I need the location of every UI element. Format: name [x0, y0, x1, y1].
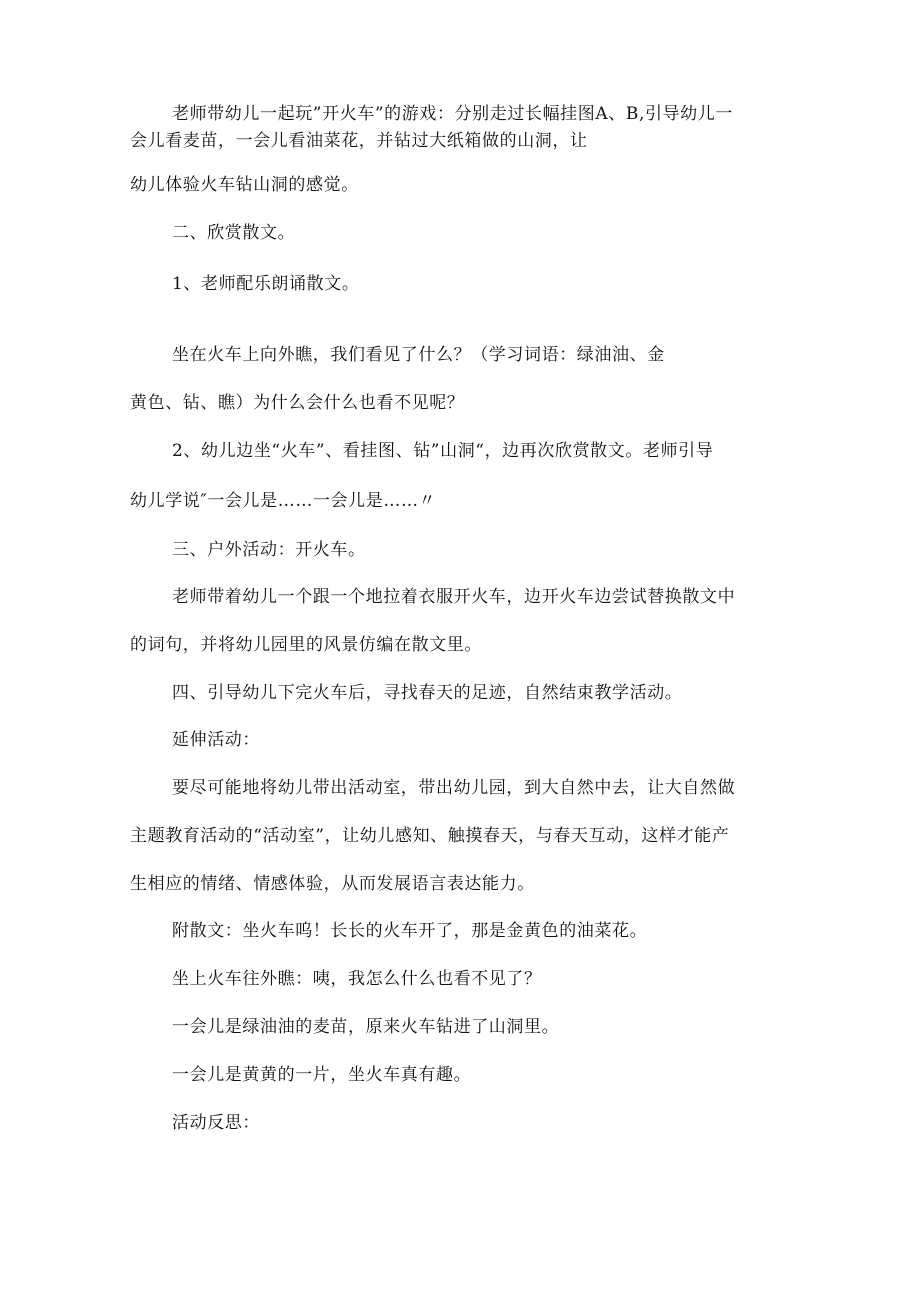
paragraph-line: 黄色、钻、瞧）为什么会什么也看不见呢？ — [130, 393, 465, 413]
paragraph-line: 老师带幼儿一起玩”开火车”的游戏：分别走过长幅挂图A、B,引导幼儿一 — [172, 104, 733, 124]
paragraph-line: 附散文：坐火车呜！长长的火车开了，那是金黄色的油菜花。 — [172, 921, 648, 941]
paragraph-line: 一会儿是绿油油的麦苗，原来火车钻进了山洞里。 — [172, 1017, 560, 1037]
paragraph-line: 生相应的情绪、情感体验，从而发展语言表达能力。 — [130, 874, 535, 894]
paragraph-line: 1、老师配乐朗诵散文。 — [172, 274, 360, 294]
paragraph-line: 要尽可能地将幼儿带出活动室，带出幼儿园，到大自然中去，让大自然做 — [172, 778, 736, 798]
paragraph-line: 2、幼儿边坐“火车”、看挂图、钻”山洞“，边再次欣赏散文。老师引导 — [172, 441, 714, 461]
paragraph-line: 会儿看麦苗，一会儿看油菜花，并钻过大纸箱做的山洞，让 — [130, 131, 588, 151]
section-heading: 三、户外活动：开火车。 — [172, 540, 366, 560]
section-heading: 二、欣赏散文。 — [172, 223, 296, 243]
paragraph-line: 幼儿体验火车钻山洞的感觉。 — [130, 175, 359, 195]
section-heading: 四、引导幼儿下完火车后，寻找春天的足迹，自然结束教学活动。 — [172, 683, 683, 703]
paragraph-line: 幼儿学说″一会儿是……一会儿是……〃 — [130, 491, 437, 511]
paragraph-line: 坐在火车上向外瞧，我们看见了什么？（学习词语：绿油油、金 — [172, 345, 665, 365]
section-heading: 延伸活动： — [172, 730, 260, 750]
paragraph-line: 主题教育活动的“活动室”，让幼儿感知、触摸春天，与春天互动，这样才能产 — [130, 826, 730, 846]
paragraph-line: 的词句，并将幼儿园里的风景仿编在散文里。 — [130, 635, 482, 655]
paragraph-line: 坐上火车往外瞧：咦，我怎么什么也看不见了？ — [172, 969, 542, 989]
section-heading: 活动反思： — [172, 1113, 260, 1133]
paragraph-line: 老师带着幼儿一个跟一个地拉着衣服开火车，边开火车边尝试替换散文中 — [172, 587, 736, 607]
paragraph-line: 一会儿是黄黄的一片，坐火车真有趣。 — [172, 1065, 472, 1085]
